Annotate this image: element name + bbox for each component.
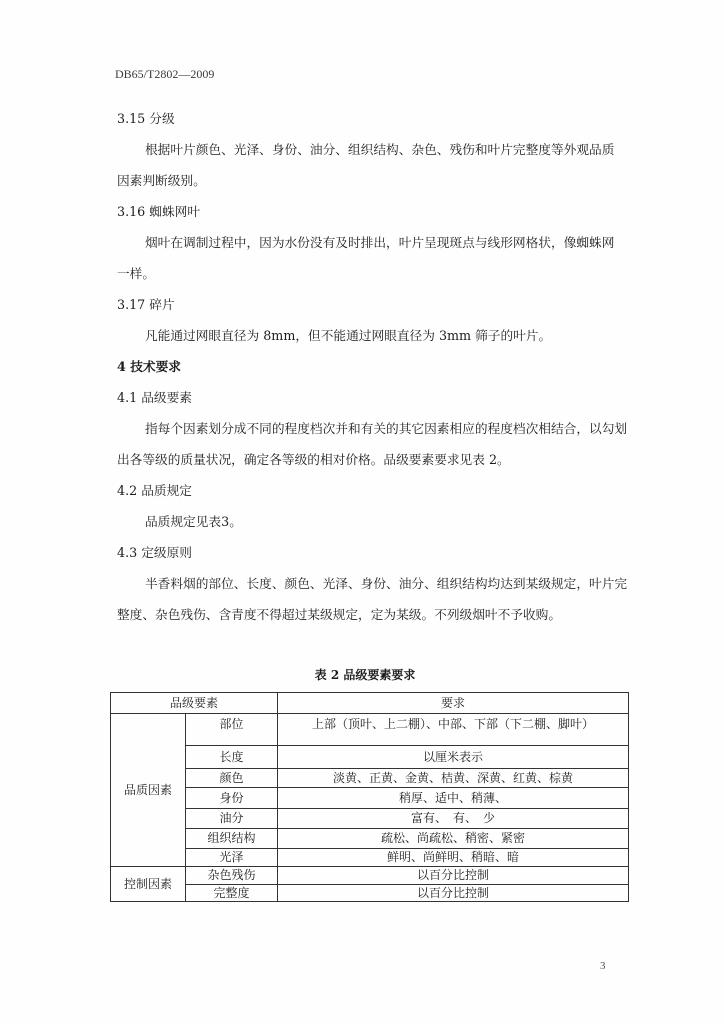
requirement-cell: 以百分比控制 (278, 867, 629, 885)
section-heading-3-17: 3.17 碎片 (117, 297, 175, 312)
table-header-row (111, 693, 629, 714)
section-heading-4-2: 4.2 品质规定 (117, 483, 192, 498)
requirement-cell: 疏松、尚疏松、稍密、紧密 (278, 829, 629, 849)
factor-cell: 颜色 (186, 769, 278, 788)
table-row (111, 867, 629, 885)
header-requirement: 要求 (278, 693, 629, 714)
table-row (111, 714, 629, 746)
section-heading-3-15: 3.15 分级 (117, 111, 175, 126)
paragraph-line: 烟叶在调制过程中，因为水份没有及时排出，叶片呈现斑点与线形网格状，像蜘蛛网 (145, 235, 615, 250)
table-row (111, 829, 629, 849)
requirement-cell: 以厘米表示 (278, 746, 629, 769)
category-cell-control: 控制因素 (111, 867, 186, 902)
section-heading-4-3: 4.3 定级原则 (117, 545, 192, 560)
table-row (111, 746, 629, 769)
body-text (117, 103, 637, 630)
factor-cell: 组织结构 (186, 829, 278, 849)
page-number: 3 (600, 960, 606, 972)
document-code: DB65/T2802—2009 (115, 67, 215, 81)
requirement-cell: 鲜明、尚鲜明、稍暗、暗 (278, 849, 629, 867)
paragraph-line: 一样。 (117, 266, 156, 281)
paragraph-line: 出各等级的质量状况，确定各等级的相对价格。品级要素要求见表 2。 (117, 452, 510, 467)
table-row (111, 885, 629, 902)
factor-cell: 油分 (186, 809, 278, 829)
factor-cell: 光泽 (186, 849, 278, 867)
paragraph-line: 半香料烟的部位、长度、颜色、光泽、身份、油分、组织结构均达到某级规定，叶片完 (145, 576, 628, 591)
requirement-cell: 稍厚、适中、稍薄、 (278, 788, 629, 809)
table-caption: 表 2 品级要素要求 (314, 668, 416, 682)
paragraph-line: 指每个因素划分成不同的程度档次并和有关的其它因素相应的程度档次相结合，以勾划 (145, 421, 628, 436)
factor-cell: 杂色残伤 (186, 867, 278, 885)
paragraph-line: 根据叶片颜色、光泽、身份、油分、组织结构、杂色、残伤和叶片完整度等外观品质 (145, 142, 615, 157)
requirement-cell: 上部（顶叶、上二棚）、中部、下部（下二棚、脚叶） (278, 714, 629, 746)
table-row (111, 809, 629, 829)
requirement-cell: 以百分比控制 (278, 885, 629, 902)
quality-factors-table (110, 692, 629, 902)
table-row (111, 769, 629, 788)
requirement-cell: 淡黄、正黄、金黄、桔黄、深黄、红黄、棕黄 (278, 769, 629, 788)
factor-cell: 完整度 (186, 885, 278, 902)
table-row (111, 788, 629, 809)
section-heading-3-16: 3.16 蜘蛛网叶 (117, 204, 201, 219)
section-heading-4: 4 技术要求 (117, 359, 181, 374)
category-cell-quality: 品质因素 (111, 714, 186, 867)
section-heading-4-1: 4.1 品级要素 (117, 390, 192, 405)
paragraph-line: 整度、杂色残伤、含青度不得超过某级规定，定为某级。不列级烟叶不予收购。 (117, 607, 562, 622)
factor-cell: 身份 (186, 788, 278, 809)
requirement-cell: 富有、 有、 少 (278, 809, 629, 829)
paragraph-line: 凡能通过网眼直径为 8mm，但不能通过网眼直径为 3mm 筛子的叶片。 (145, 328, 552, 343)
factor-cell: 部位 (186, 714, 278, 746)
paragraph-line: 品质规定见表3。 (145, 514, 242, 529)
factor-cell: 长度 (186, 746, 278, 769)
table-row (111, 849, 629, 867)
header-factor: 品级要素 (111, 693, 278, 714)
paragraph-line: 因素判断级别。 (117, 173, 206, 188)
